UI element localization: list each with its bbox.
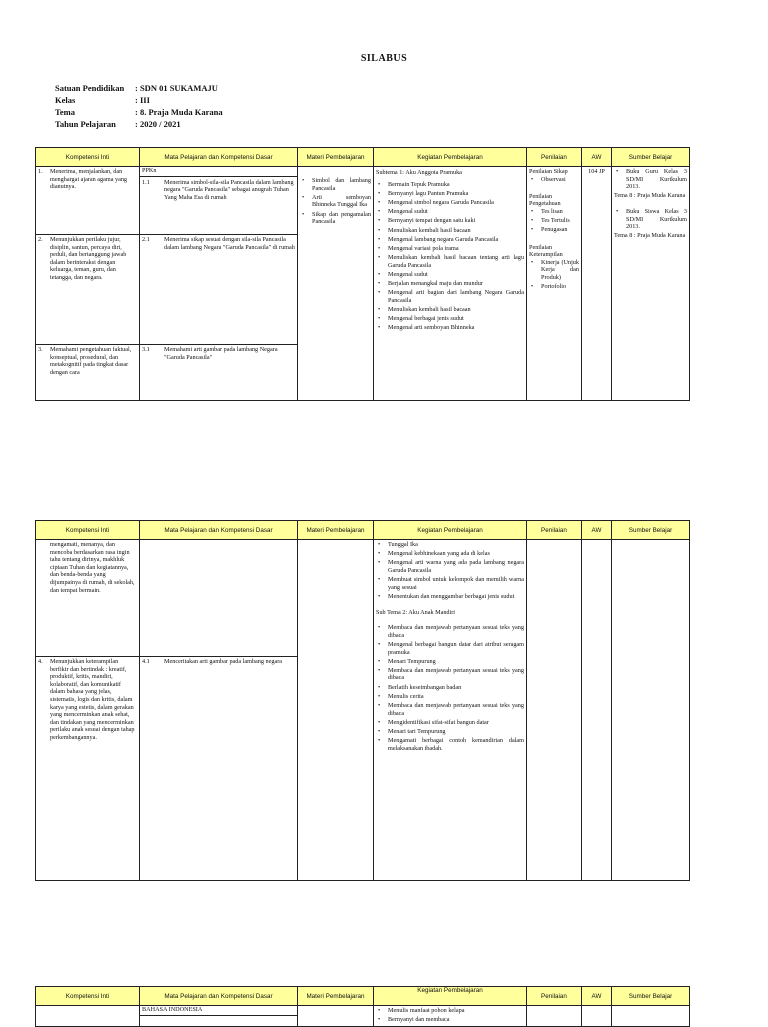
penilaian-cell	[527, 167, 582, 401]
list-item: • Mengenal simbol negara Garuda Pancasila	[376, 199, 524, 207]
penilaian-cell	[527, 540, 582, 881]
kd-cell: 2.1 Menerima sikap sesuai dengan sila-sila Pancasila dalam lambang Negara "Garuda Pancasila" di rumah	[140, 235, 298, 345]
info-value: : 2020 / 2021	[135, 119, 181, 129]
header-kegiatan: Kegiatan Pembelajaran	[374, 521, 527, 540]
header-ki: Kompetensi Inti	[36, 148, 140, 167]
header-mapel: Mata Pelajaran dan Kompetensi Dasar	[140, 987, 298, 1006]
ki-cell: mengamati, menanya, dan mencoba berdasarkan rasa ingin tahu tentang dirinya, makhluk ciptaan Tuhan dan kegiatannya, dan benda-benda yang dijumpainya di rumah, di sekolah, dan tempat bermain.	[36, 540, 140, 657]
assessment-heading: Penilaian Pengetahuan	[529, 192, 561, 208]
header-penilaian: Penilaian	[527, 987, 582, 1006]
info-label: Kelas	[55, 95, 76, 105]
list-item: • Bernyanyi lagu Pantun Pramuka	[376, 190, 524, 198]
bullet-list	[614, 208, 687, 231]
list-item: • Buku Guru Kelas 3 SD/MI Kurikulum 2013.	[614, 168, 687, 191]
list-item: • Mengenal kebhinekaan yang ada di kelas	[376, 550, 524, 558]
syllabus-table-1	[35, 147, 690, 401]
list-item: • Penugasan	[529, 226, 579, 234]
list-item: • Bernyanyi dan membaca	[376, 1016, 524, 1024]
info-row	[55, 94, 223, 106]
info-value: : 8. Praja Muda Karana	[135, 107, 223, 117]
header-aw: AW	[582, 148, 612, 167]
list-item: • Mengenal variasi pola irama	[376, 245, 524, 253]
info-value: : III	[135, 95, 150, 105]
list-item: • Mengenal arti warna yang ada pada lambang negara Garuda Pancasila	[376, 559, 524, 574]
list-item: • Mengenal sudut	[376, 271, 524, 279]
header-aw: AW	[582, 521, 612, 540]
ki-cell: 4. Menunjukkan keterampilan berfikir dan bertindak : kreatif, produktif, kritis, mandiri, kolaboratif, dan komunikatif dalam bahasa yang jelas, sistematis, logis dan kritis, dalam karya yang estetis, dalam gerakan yang mencerminkan anak sehat, dan tindakan yang mencerminkan perilaku anak sesuai dengan tahap perkembangannya.	[36, 657, 140, 881]
list-item: • Sikap dan pengamalan Pancasila	[300, 211, 371, 226]
list-item: • Mengenal arti semboyan Bhinneka	[376, 324, 524, 332]
list-item: • Bernyanyi tempat dengan satu kaki	[376, 217, 524, 225]
info-value: : SDN 01 SUKAMAJU	[135, 83, 218, 93]
list-item: • Menulis cerita	[376, 693, 524, 701]
list-item: • Menuliskan kembali hasil bacaan	[376, 227, 524, 235]
header-materi: Materi Pembelajaran	[298, 987, 374, 1006]
list-item: • Simbol dan lambang Pancasila	[300, 177, 371, 192]
header-ki: Kompetensi Inti	[36, 987, 140, 1006]
info-label: Satuan Pendidikan	[55, 83, 125, 93]
kegiatan-cell	[374, 540, 527, 881]
bullet-list	[529, 259, 579, 291]
list-item: • Mengenal berbagai bangun datar dari atribut seragam pramuka	[376, 641, 524, 656]
header-mapel: Mata Pelajaran dan Kompetensi Dasar	[140, 148, 298, 167]
materi-cell	[298, 540, 374, 881]
list-item: • Mengenal lambang negara Garuda Pancasila	[376, 236, 524, 244]
header-sumber: Sumber Belajar	[612, 148, 690, 167]
list-item: • Tunggal Ika	[376, 541, 524, 549]
bullet-list	[529, 176, 579, 184]
list-item: • Menari Tempurung	[376, 658, 524, 666]
list-item: • Menulis manfaat pohon kelapa	[376, 1007, 524, 1015]
header-sumber: Sumber Belajar	[612, 521, 690, 540]
ki-cell: 2. Menunjukkan perilaku jujur, disiplin, santun, percaya diri, peduli, dan bertanggung jawab dalam berinteraksi dengan keluarga, teman, guru, dan tetangga, dan negara.	[36, 235, 140, 345]
list-item: • Mengamati berbagai contoh kemandirian dalam melaksanakan ibadah.	[376, 737, 524, 752]
list-item: • Kinerja (Unjuk Kerja dan Produk)	[529, 259, 579, 282]
info-row	[55, 106, 223, 118]
list-item: • Arti semboyan Bhinneka Tunggal Ika	[300, 194, 371, 209]
list-item: • Menuliskan kembali hasil bacaan tentang arti lagu Garuda Pancasila	[376, 254, 524, 269]
kd-cell: PPKn 1.1 Menerima simbol-sila-sila Pancasila dalam lambang negara "Garuda Pancasila" sebagai anugrah Tuhan Yang Maha Esa di rumah	[140, 167, 298, 235]
aw-cell	[582, 540, 612, 881]
header-sumber: Sumber Belajar	[612, 987, 690, 1006]
list-item: • Membaca dan menjawab pertanyaan sesuai teks yang dibaca	[376, 624, 524, 639]
header-ki: Kompetensi Inti	[36, 521, 140, 540]
header-penilaian: Penilaian	[527, 521, 582, 540]
bullet-list	[614, 168, 687, 191]
source-note: Tema 8 : Praja Muda Karana	[614, 192, 686, 200]
list-item: • Menentukan dan menggambar berbagai jenis sudut	[376, 593, 524, 601]
list-item: • Menari tari Tempurung	[376, 728, 524, 736]
list-item: • Buku Siswa Kelas 3 SD/MI Kurikulum 2013.	[614, 208, 687, 231]
subject-label: PPKn	[140, 167, 297, 177]
materi-cell	[298, 167, 374, 401]
spacer	[529, 185, 579, 193]
ki-cell: 1. Menerima, menjalankan, dan menghargai ajaran agama yang dianutnya.	[36, 167, 140, 235]
list-item: • Mengenal arti bagian dari lambang Negara Garuda Pancasila	[376, 289, 524, 304]
spacer	[614, 200, 687, 208]
spacer	[529, 236, 579, 244]
list-item: • Observasi	[529, 176, 579, 184]
sumber-cell	[612, 540, 690, 881]
list-item: • Mengenal berbagai jenis sudut	[376, 315, 524, 323]
list-item: • Berjalan menangkal maju dan mundur	[376, 280, 524, 288]
bullet-list	[529, 208, 579, 234]
kd-cell: 4.1 Menceritakan arti gambar pada lambang negara	[140, 657, 298, 881]
header-mapel: Mata Pelajaran dan Kompetensi Dasar	[140, 521, 298, 540]
subject-label: BAHASA INDONESIA	[140, 1006, 297, 1016]
list-item: • Membuat simbol untuk kelompok dan memilih warna yang sesuai	[376, 576, 524, 591]
sumber-cell	[612, 167, 690, 401]
info-label: Tema	[55, 107, 75, 117]
info-row	[55, 118, 223, 130]
header-kegiatan: Kegiatan Pembelajaran	[374, 987, 527, 1006]
kd-cell: 3.1 Memahami arti gambar pada lambang Negara "Garuda Pancasila"	[140, 345, 298, 401]
subtema-title: Subtema 1: Aku Anggota Pramuka	[376, 169, 462, 176]
list-item: • Tes Tertulis	[529, 217, 579, 225]
subtema-title: Sub Tema 2: Aku Anak Mandiri	[376, 608, 456, 616]
list-item: • Mengenal sudut	[376, 208, 524, 216]
list-item: • Membaca dan menjawab pertanyaan sesuai teks yang dibaca	[376, 667, 524, 682]
list-item: • Berlatih keseimbangan badan	[376, 684, 524, 692]
header-materi: Materi Pembelajaran	[298, 148, 374, 167]
kegiatan-cell	[374, 167, 527, 401]
assessment-heading: Penilaian Keterampilan	[529, 243, 563, 259]
list-item: • Tes lisan	[529, 208, 579, 216]
header-materi: Materi Pembelajaran	[298, 521, 374, 540]
header-kegiatan: Kegiatan Pembelajaran	[374, 148, 527, 167]
ki-cell: 3. Memahami pengetahuan faktual, konseptual, prosedural, dan metakognitif pada tingkat dasar dengan cara	[36, 345, 140, 401]
aw-cell: 104 JP	[582, 167, 612, 401]
assessment-heading: Penilaian Sikap	[529, 168, 568, 175]
syllabus-table-2	[35, 520, 690, 881]
list-item: • Membaca dan menjawab pertanyaan sesuai teks yang dibaca	[376, 702, 524, 717]
info-row	[55, 82, 223, 94]
source-note: Tema 8 : Praja Muda Karana	[614, 232, 686, 240]
info-label: Tahun Pelajaran	[55, 119, 116, 129]
list-item: • Portofolio	[529, 283, 579, 291]
header-penilaian: Penilaian	[527, 148, 582, 167]
list-item: • Bermain Tepuk Pramuka	[376, 181, 524, 189]
page-title: SILABUS	[360, 53, 408, 64]
document-info	[55, 82, 223, 130]
header-aw: AW	[582, 987, 612, 1006]
syllabus-table-3	[35, 986, 690, 1027]
list-item: • Mengidentifikasi sifat-sifat bangun datar	[376, 719, 524, 727]
list-item: • Menuliskan kembali hasil bacaan	[376, 306, 524, 314]
kd-cell	[140, 540, 298, 657]
